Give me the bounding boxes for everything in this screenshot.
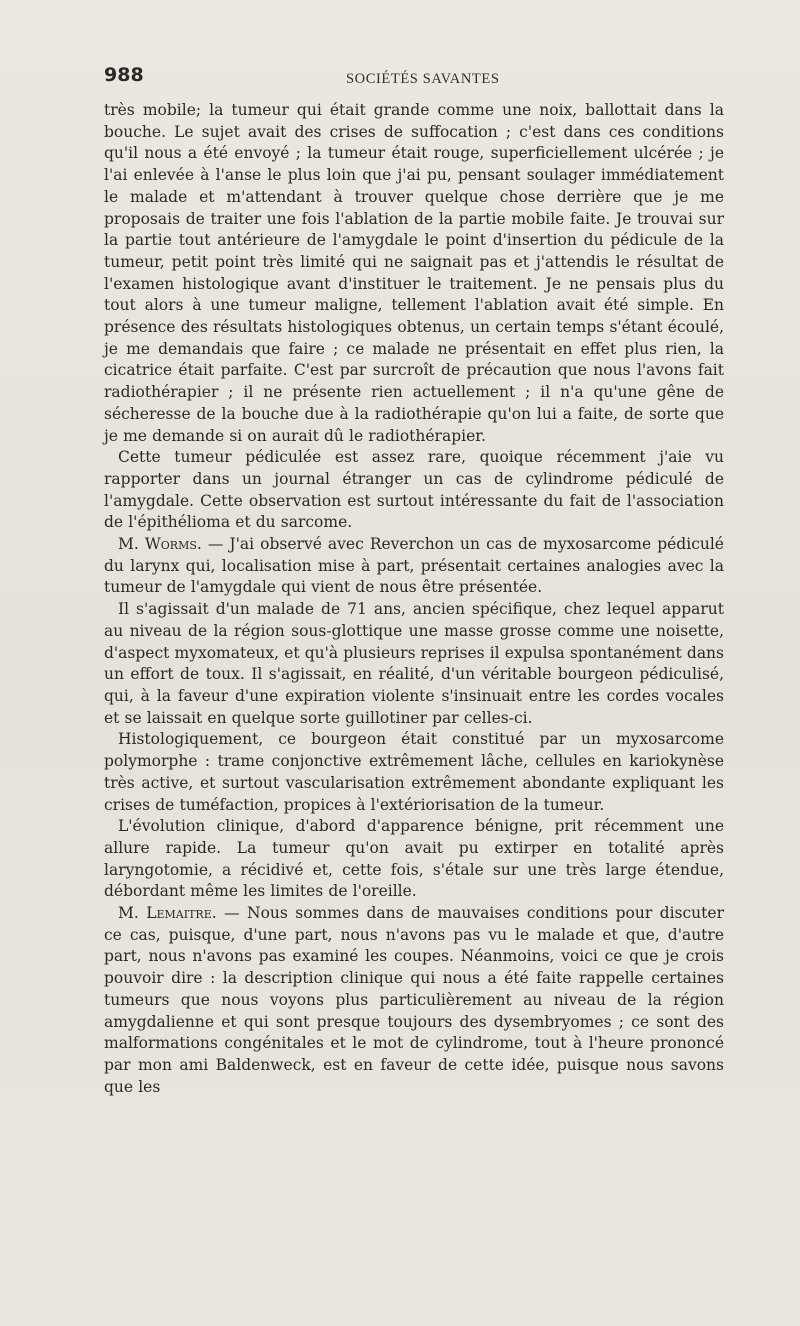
running-head: [104, 64, 724, 94]
paragraph-worms: [104, 534, 724, 599]
paragraph-text: — Nous sommes dans de mauvaises conditions pour discuter ce cas, puisque, d'une part, nous n'avons pas vu le malade et que, d'autre part, nous n'avons pas examiné les coupes. Néanmoins, voici ce que je crois pouvoir dire : la description clinique qui nous a été faite rappelle certaines tumeurs que nous voyons plus particulièrement au niveau de la région amygdalienne et qui sont presque toujours des dysembryomes ; ce sont des malformations congénitales et le mot de cylindrome, tout à l'heure prononcé par mon ami Baldenweck, est en faveur de cette idée, puisque nous savons que les: [104, 904, 724, 1096]
paragraph-text: — J'ai observé avec Reverchon un cas de myxosarcome pédiculé du larynx qui, localisation mise à part, présentait certaines analogies avec la tumeur de l'amygdale qui vient de nous être présentée.: [104, 535, 724, 597]
speaker-name: M. Worms.: [118, 535, 202, 554]
paragraph-pedunculated-tumour: Cette tumeur pédiculée est assez rare, quoique récemment j'aie vu rapporter dans un journal étranger un cas de cylindrome pédiculé de l'amygdale. Cette observation est surtout intéressante du fait de l'association de l'épithélioma et du sarcome.: [104, 448, 724, 532]
paragraph-lemaitre: [104, 903, 724, 1098]
paragraph-clinical-evolution: L'évolution clinique, d'abord d'apparence bénigne, prit récemment une allure rapide. La tumeur qu'on avait pu extirper en totalité après laryngotomie, a récidivé et, cette fois, s'étale sur une très large étendue, débordant même les limites de l'oreille.: [104, 817, 724, 901]
paragraph-continuation: très mobile; la tumeur qui était grande comme une noix, ballottait dans la bouche. Le sujet avait des crises de suffocation ; c'est dans ces conditions qu'il nous a été envoyé ; la tumeur était rouge, superficiellement ulcérée ; je l'ai enlevée à l'anse le plus loin que j'ai pu, pensant soulager immédiatement le malade et m'attendant à trouver quelque chose derrière que je me proposais de traiter une fois l'ablation de la partie mobile faite. Je trouvai sur la partie tout antérieure de l'amygdale le point d'insertion du pédicule de la tumeur, petit point très limité qui ne saignait pas et j'attendis le résultat de l'examen histologique avant d'instituer le traitement. Je ne pensais plus du tout alors à une tumeur maligne, tellement l'ablation avait été simple. En présence des résultats histologiques obtenus, un certain temps s'étant écoulé, je me demandais que faire ; ce malade ne présentait en effet plus rien, la cicatrice était parfaite. C'est par surcroît de précaution que nous l'avons fait radiothérapier ; il ne présente rien actuellement ; il n'a qu'une gêne de sécheresse de la bouche due à la radiothérapie qu'on lui a faite, de sorte que je me demande si on aurait dû le radiothérapier.: [104, 101, 724, 445]
body-text: [104, 100, 724, 1098]
paragraph-case-description: Il s'agissait d'un malade de 71 ans, ancien spécifique, chez lequel apparut au niveau de la région sous-glottique une masse grosse comme une noisette, d'aspect myxomateux, et qu'à plusieurs reprises il expulsa spontanément dans un effort de toux. Il s'agissait, en réalité, d'un véritable bourgeon pédiculisé, qui, à la faveur d'une expiration violente s'insinuait entre les cordes vocales et se laissait en quelque sorte guillotiner par celles-ci.: [104, 600, 724, 727]
speaker-name: M. Lemaitre.: [118, 904, 217, 923]
paragraph-histology: Histologiquement, ce bourgeon était constitué par un myxosarcome polymorphe : trame conjonctive extrêmement lâche, cellules en kariokynèse très active, et surtout vascularisation extrêmement abondante expliquant les crises de tuméfaction, propices à l'extériorisation de la tumeur.: [104, 730, 724, 814]
page-number: 988: [104, 64, 144, 86]
running-title: SOCIÉTÉS SAVANTES: [346, 71, 500, 87]
